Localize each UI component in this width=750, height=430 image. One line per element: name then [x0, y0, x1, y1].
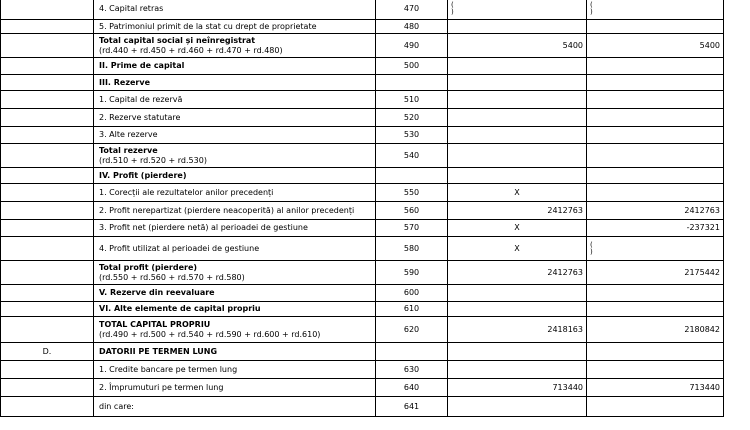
- current-period-cell: [587, 317, 724, 343]
- row-label: Total profit (pierdere): [99, 262, 198, 272]
- label-cell: [94, 20, 376, 34]
- section-cell: [1, 58, 94, 75]
- row-code-cell: [376, 302, 448, 317]
- row-formula: (rd.550 + rd.560 + rd.570 + rd.580): [99, 272, 245, 282]
- row-code-cell: [376, 397, 448, 417]
- table-row: [1, 397, 724, 417]
- value-previous: 5400: [562, 40, 583, 50]
- label-cell: [94, 168, 376, 184]
- row-label: IV. Profit (pierdere): [99, 170, 187, 180]
- row-label: TOTAL CAPITAL PROPRIU: [99, 319, 211, 329]
- value-current: -237321: [686, 223, 720, 232]
- previous-period-cell: [448, 397, 587, 417]
- current-period-cell: [587, 168, 724, 184]
- current-period-cell: [587, 109, 724, 127]
- not-applicable-mark: X: [514, 187, 520, 197]
- value-previous: 2418163: [547, 324, 583, 334]
- table-row: [1, 34, 724, 58]
- row-code-cell: [376, 75, 448, 91]
- current-period-cell: [587, 220, 724, 237]
- row-code-cell: [376, 361, 448, 379]
- table-row: [1, 302, 724, 317]
- row-label: III. Rezerve: [99, 77, 151, 87]
- label-cell: [94, 0, 376, 20]
- section-cell: [1, 202, 94, 220]
- value-previous: 713440: [552, 382, 583, 392]
- previous-period-cell: [448, 20, 587, 34]
- table-row: [1, 109, 724, 127]
- previous-period-cell: [448, 317, 587, 343]
- previous-period-cell: [448, 58, 587, 75]
- row-label: VI. Alte elemente de capital propriu: [99, 304, 261, 313]
- section-cell: [1, 127, 94, 144]
- row-code: 540: [403, 150, 420, 160]
- current-period-cell: [587, 127, 724, 144]
- previous-period-cell: [448, 109, 587, 127]
- not-applicable-mark: X: [514, 223, 520, 232]
- previous-period-cell: [448, 343, 587, 361]
- row-code: 560: [403, 205, 420, 215]
- table-row: [1, 168, 724, 184]
- previous-period-cell: [448, 379, 587, 397]
- previous-period-cell: [448, 361, 587, 379]
- section-cell: [1, 91, 94, 109]
- previous-period-cell: [448, 184, 587, 202]
- previous-period-cell: [448, 285, 587, 302]
- table-row: [1, 379, 724, 397]
- row-code-cell: [376, 379, 448, 397]
- current-period-cell: [587, 144, 724, 168]
- row-label: 2. Împrumuturi pe termen lung: [99, 382, 224, 392]
- row-code: 510: [403, 94, 420, 104]
- row-code: 470: [403, 3, 420, 13]
- previous-period-cell: [448, 302, 587, 317]
- row-code: 640: [403, 382, 420, 392]
- row-code-cell: [376, 144, 448, 168]
- value-current: 2175442: [684, 267, 720, 277]
- row-label: Total rezerve: [99, 145, 158, 155]
- section-cell: [1, 397, 94, 417]
- value-current: 5400: [699, 40, 720, 50]
- current-period-cell: [587, 285, 724, 302]
- previous-period-cell: [448, 91, 587, 109]
- table-row: [1, 144, 724, 168]
- label-cell: [94, 75, 376, 91]
- table-row: [1, 261, 724, 285]
- table-row: [1, 343, 724, 361]
- empty-parentheses: ( ): [451, 0, 454, 16]
- section-cell: [1, 144, 94, 168]
- current-period-cell: [587, 202, 724, 220]
- empty-parentheses: ( ): [590, 0, 593, 16]
- label-cell: [94, 379, 376, 397]
- row-code: 530: [403, 130, 420, 139]
- row-code-cell: [376, 168, 448, 184]
- previous-period-cell: [448, 168, 587, 184]
- label-cell: [94, 361, 376, 379]
- row-code: 580: [403, 243, 420, 253]
- section-cell: [1, 261, 94, 285]
- value-current: 2180842: [684, 324, 720, 334]
- row-label: Total capital social și neînregistrat: [99, 35, 256, 45]
- row-label: 4. Profit utilizat al perioadei de gestiune: [99, 243, 260, 253]
- row-label: 5. Patrimoniul primit de la stat cu drept de proprietate: [99, 21, 317, 31]
- row-code: 490: [403, 40, 420, 50]
- label-cell: [94, 237, 376, 261]
- row-code: 630: [403, 364, 420, 374]
- row-label: 1. Capital de rezervă: [99, 94, 183, 104]
- current-period-cell: [587, 75, 724, 91]
- current-period-cell: [587, 184, 724, 202]
- row-code-cell: [376, 0, 448, 20]
- row-code: 480: [403, 21, 420, 31]
- previous-period-cell: [448, 261, 587, 285]
- label-cell: [94, 397, 376, 417]
- section-cell: [1, 220, 94, 237]
- label-cell: [94, 220, 376, 237]
- table-row: [1, 237, 724, 261]
- row-label: DATORII PE TERMEN LUNG: [99, 346, 218, 356]
- empty-parentheses: ( ): [590, 240, 593, 256]
- label-cell: [94, 343, 376, 361]
- label-cell: [94, 34, 376, 58]
- previous-period-cell: [448, 34, 587, 58]
- label-cell: [94, 184, 376, 202]
- previous-period-cell: [448, 202, 587, 220]
- table-row: [1, 127, 724, 144]
- row-code-cell: [376, 285, 448, 302]
- row-code-cell: [376, 34, 448, 58]
- section-cell: [1, 361, 94, 379]
- row-code: 600: [403, 288, 420, 297]
- value-current: 2412763: [684, 205, 720, 215]
- table-row: [1, 58, 724, 75]
- table-row: [1, 202, 724, 220]
- row-code: 620: [403, 324, 420, 334]
- label-cell: [94, 317, 376, 343]
- label-cell: [94, 91, 376, 109]
- section-cell: [1, 285, 94, 302]
- table-row: [1, 20, 724, 34]
- section-cell: [1, 34, 94, 58]
- label-cell: [94, 127, 376, 144]
- row-label: 2. Profit nerepartizat (pierdere neacoperită) al anilor precedenți: [99, 205, 355, 215]
- label-cell: [94, 285, 376, 302]
- row-label: 3. Alte rezerve: [99, 130, 158, 139]
- section-cell: [1, 0, 94, 20]
- section-cell: [1, 302, 94, 317]
- current-period-cell: [587, 58, 724, 75]
- not-applicable-mark: X: [514, 243, 520, 253]
- section-cell: [1, 75, 94, 91]
- row-label: 1. Corecții ale rezultatelor anilor precedenți: [99, 187, 274, 197]
- row-code-cell: [376, 127, 448, 144]
- row-code-cell: [376, 109, 448, 127]
- value-previous: 2412763: [547, 205, 583, 215]
- row-code-cell: [376, 237, 448, 261]
- row-label: 2. Rezerve statutare: [99, 112, 181, 122]
- value-previous: 2412763: [547, 267, 583, 277]
- row-code-cell: [376, 261, 448, 285]
- row-code: 550: [403, 187, 420, 197]
- label-cell: [94, 109, 376, 127]
- current-period-cell: [587, 261, 724, 285]
- row-label: 4. Capital retras: [99, 3, 164, 13]
- section-cell: [1, 379, 94, 397]
- current-period-cell: [587, 379, 724, 397]
- row-code-cell: [376, 91, 448, 109]
- row-code: 520: [403, 112, 420, 122]
- row-code-cell: [376, 343, 448, 361]
- row-label: 1. Credite bancare pe termen lung: [99, 364, 238, 374]
- current-period-cell: [587, 237, 724, 261]
- table-row: [1, 184, 724, 202]
- table-row: [1, 361, 724, 379]
- table-row: [1, 75, 724, 91]
- section-letter: D.: [42, 346, 52, 356]
- current-period-cell: [587, 361, 724, 379]
- label-cell: [94, 144, 376, 168]
- section-cell: [1, 237, 94, 261]
- table-row: [1, 220, 724, 237]
- section-cell: [1, 109, 94, 127]
- previous-period-cell: [448, 237, 587, 261]
- section-cell: [1, 317, 94, 343]
- section-cell: [1, 168, 94, 184]
- section-cell: [1, 184, 94, 202]
- label-cell: [94, 202, 376, 220]
- row-code-cell: [376, 202, 448, 220]
- table-row: [1, 0, 724, 20]
- section-cell: [1, 20, 94, 34]
- row-code: 500: [403, 61, 420, 70]
- label-cell: [94, 302, 376, 317]
- row-code-cell: [376, 220, 448, 237]
- section-cell: [1, 343, 94, 361]
- row-label: 3. Profit net (pierdere netă) al perioadei de gestiune: [99, 223, 308, 232]
- previous-period-cell: [448, 75, 587, 91]
- row-code-cell: [376, 20, 448, 34]
- table-row: [1, 91, 724, 109]
- current-period-cell: [587, 0, 724, 20]
- current-period-cell: [587, 302, 724, 317]
- row-code-cell: [376, 317, 448, 343]
- value-current: 713440: [689, 382, 720, 392]
- row-code: 610: [403, 304, 420, 313]
- current-period-cell: [587, 91, 724, 109]
- current-period-cell: [587, 397, 724, 417]
- row-code-cell: [376, 184, 448, 202]
- current-period-cell: [587, 343, 724, 361]
- table-row: [1, 285, 724, 302]
- row-label: II. Prime de capital: [99, 61, 185, 70]
- previous-period-cell: [448, 220, 587, 237]
- table-row: [1, 317, 724, 343]
- row-code: 570: [403, 223, 420, 232]
- row-formula: (rd.440 + rd.450 + rd.460 + rd.470 + rd.480): [99, 45, 283, 55]
- row-label: din care:: [99, 401, 134, 411]
- previous-period-cell: [448, 127, 587, 144]
- previous-period-cell: [448, 144, 587, 168]
- label-cell: [94, 261, 376, 285]
- previous-period-cell: [448, 0, 587, 20]
- row-formula: (rd.510 + rd.520 + rd.530): [99, 155, 207, 165]
- label-cell: [94, 58, 376, 75]
- row-code: 590: [403, 267, 420, 277]
- row-code: 641: [403, 401, 420, 411]
- row-code-cell: [376, 58, 448, 75]
- row-label: V. Rezerve din reevaluare: [99, 288, 215, 297]
- row-formula: (rd.490 + rd.500 + rd.540 + rd.590 + rd.600 + rd.610): [99, 329, 321, 339]
- current-period-cell: [587, 34, 724, 58]
- current-period-cell: [587, 20, 724, 34]
